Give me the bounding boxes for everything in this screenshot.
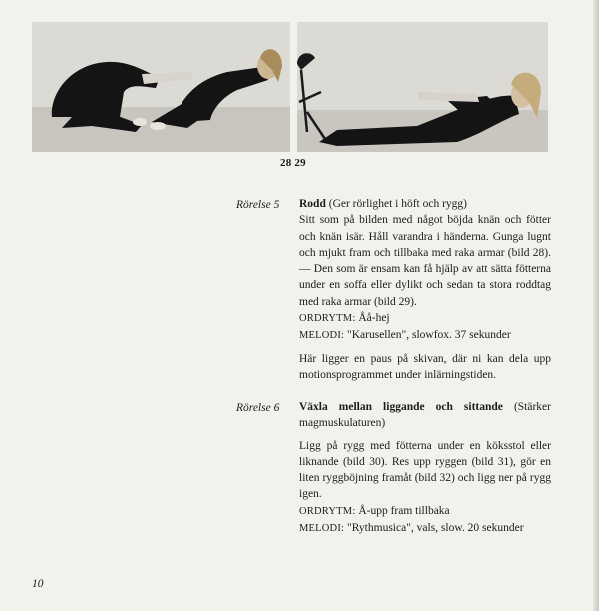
melodi-label: MELODI: [299,330,345,342]
movement-5-note: Här ligger en paus på skivan, där ni kan dela upp motionsprogrammet under inlärningstiden. [299,352,551,381]
melodi-value: "Karusellen", slowfox. 37 sekunder [344,329,511,342]
movement-6-ordrytm [299,503,551,520]
page-number: 10 [32,578,44,590]
movement-5-title-note: (Ger rörlighet i höft och rygg) [325,198,468,210]
movement-6-heading [299,399,551,432]
photo-number-28: 28 [280,157,292,169]
ordrytm-label: ORDRYTM: [299,505,356,517]
movement-6-title: Växla mellan liggande och sittande [299,401,503,413]
movement-5-melodi [299,327,551,344]
movement-5-text [299,196,551,383]
page-edge [593,0,599,611]
movement-6-melodi [299,520,551,537]
movement-6-text [299,399,551,537]
melodi-value: "Rythmusica", vals, slow. 20 sekunder [344,522,524,535]
movement-5-title: Rodd [299,198,326,210]
movement-5-ordrytm [299,310,551,327]
movement-5-body: Sitt som på bilden med något böjda knän och fötter och knän isär. Håll varandra i händerna. Gunga lugnt och mjukt fram och tillbaka med raka armar (bild 28). — Den som är ensam kan få hjälp av att sätta fötterna under en soffa eller dylikt och sedan ta stora roddtag med raka armar (bild 29). [299,214,551,308]
photo-28 [32,22,290,152]
melodi-label: MELODI: [299,523,345,535]
ordrytm-label: ORDRYTM: [299,313,356,325]
photo-29 [297,22,548,152]
movement-6-body: Ligg på rygg med fötterna under en köksstol eller liknande (bild 30). Res upp ryggen (bild 31), gör en liten ryggböjning framåt (bild 32) och ligg ner på rygg igen. [299,439,551,501]
ordrytm-value: Å-upp fram tillbaka [355,504,450,517]
photo-number-29: 29 [294,157,306,169]
movement-label-5: Rörelse 5 [236,199,280,211]
movement-6-title-note: (Stärker magmuskulaturen) [299,401,551,430]
photo-numbers [280,157,309,169]
movement-5-heading [299,196,551,212]
movement-label-6: Rörelse 6 [236,402,280,414]
ordrytm-value: Åå-hej [355,312,390,325]
